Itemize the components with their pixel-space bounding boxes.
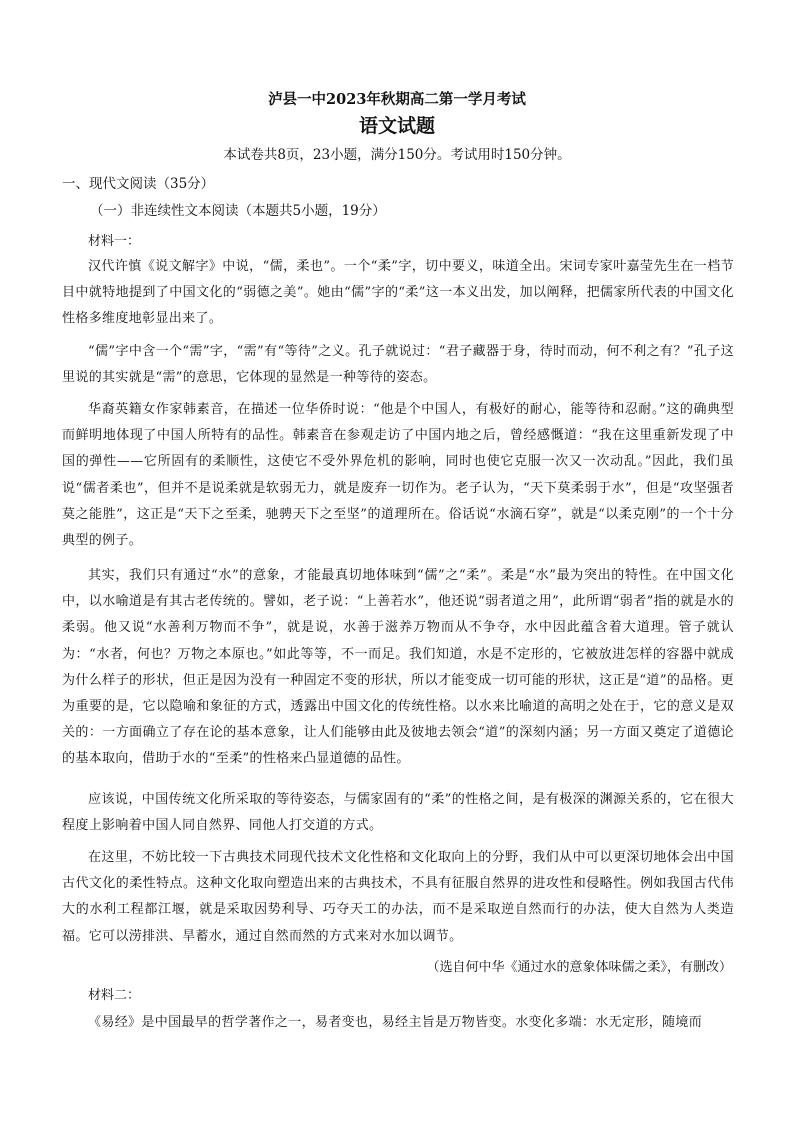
material1-paragraph: 汉代许慎《说文解字》中说，“儒，柔也”。一个“柔”字，切中要义，味道全出。宋词专家叶嘉莹先生在一档节目中就特地提到了中国文化的“弱德之美”。她由“儒”字的“柔”这一本义出发，加以阐释，把儒家所代表的中国文化性格多维度地彰显出来了。 — [62, 259, 734, 327]
material1-paragraph: 其实，我们只有通过“水”的意象，才能最真切地体味到“儒”之“柔”。柔是“水”最为突出的特性。在中国文化中，以水喻道是有其古老传统的。譬如，老子说：“上善若水”，他还说“弱者道之用”，此所谓“弱者”指的就是水的柔弱。他又说“水善利万物而不争”，就是说，水善于滋养万物而从不争夺，水中因此蕴含着大道理。管子就认为：“水者，何也？万物之本原也。”如此等等，不一而足。我们知道，水是不定形的，它被放进怎样的容器中就成为什么样子的形状，但正是因为没有一种固定不变的形状，所以才能变成一切可能的形状，这正是“道”的品格。更为重要的是，它以隐喻和象征的方式，透露出中国文化的传统性格。以水来比喻道的高明之处在于，它的意义是双关的：一方面确立了存在论的基本意象，让人们能够由此及彼地去领会“道”的深刻内涵；另一方面又奠定了道德论的基本取向，借助于水的“至柔”的性格来凸显道德的品性。 — [62, 568, 734, 767]
subsection-heading: （一）非连续性文本阅读（本题共5小题，19分） — [90, 203, 386, 219]
material1-paragraph: 应该说，中国传统文化所采取的等待姿态，与儒家固有的“柔”的性格之间，是有极深的渊源关系的，它在很大程度上影响着中国人同自然界、同他人打交道的方式。 — [62, 792, 734, 834]
exam-info: 本试卷共8页，23小题，满分150分。考试用时150分钟。 — [223, 147, 571, 163]
subject-title: 语文试题 — [358, 115, 435, 137]
source-citation: （选自何中华《通过水的意象体味儒之柔》，有删改） — [426, 960, 732, 975]
material1-paragraph: 华裔英籍女作家韩素音，在描述一位华侨时说：“他是个中国人，有极好的耐心，能等待和忍耐。”这的确典型而鲜明地体现了中国人所特有的品性。韩素音在参观走访了中国内地之后，曾经感慨道：“我在这里重新发现了中国的弹性——它所固有的柔顺性，这使它不受外界危机的影响，同时也使它克服一次又一次动乱。”因此，我们虽说“儒者柔也”，但并不是说柔就是软弱无力，就是废弃一切作为。老子认为，“天下莫柔弱于水”，但是“攻坚强者莫之能胜”，这正是“天下之至柔，驰骋天下之至坚”的道理所在。俗话说“水滴石穿”，就是“以柔克刚”的一个十分典型的例子。 — [62, 402, 734, 549]
material2-label: 材料二： — [88, 988, 141, 1003]
material1-label: 材料一： — [88, 234, 141, 249]
material1-paragraph: 在这里，不妨比较一下古典技术同现代技术文化性格和文化取向上的分野，我们从中可以更深切地体会出中国古代文化的柔性特点。这种文化取向塑造出来的古典技术，不具有征服自然界的进攻性和侵略性。例如我国古代伟大的水利工程都江堰，就是采取因势利导、巧夺天工的办法，而不是采取逆自然而行的办法，使大自然为人类造福。它可以涝排洪、旱蓄水，通过自然而然的方式来对水加以调节。 — [62, 850, 734, 944]
material2-paragraph: 《易经》是中国最早的哲学著作之一，易者变也，易经主旨是万物皆变。水变化多端：水无定形，随境而 — [88, 1015, 703, 1030]
section-heading: 一、现代文阅读（35分） — [62, 176, 215, 192]
material1-paragraph: “儒”字中含一个“需”字，“需”有“等待”之义。孔子就说过：“君子藏器于身，待时而动，何不利之有？”孔子这里说的其实就是“需”的意思，它体现的显然是一种等待的姿态。 — [62, 344, 734, 386]
exam-title: 泸县一中2023年秋期高二第一学月考试 — [268, 91, 526, 108]
